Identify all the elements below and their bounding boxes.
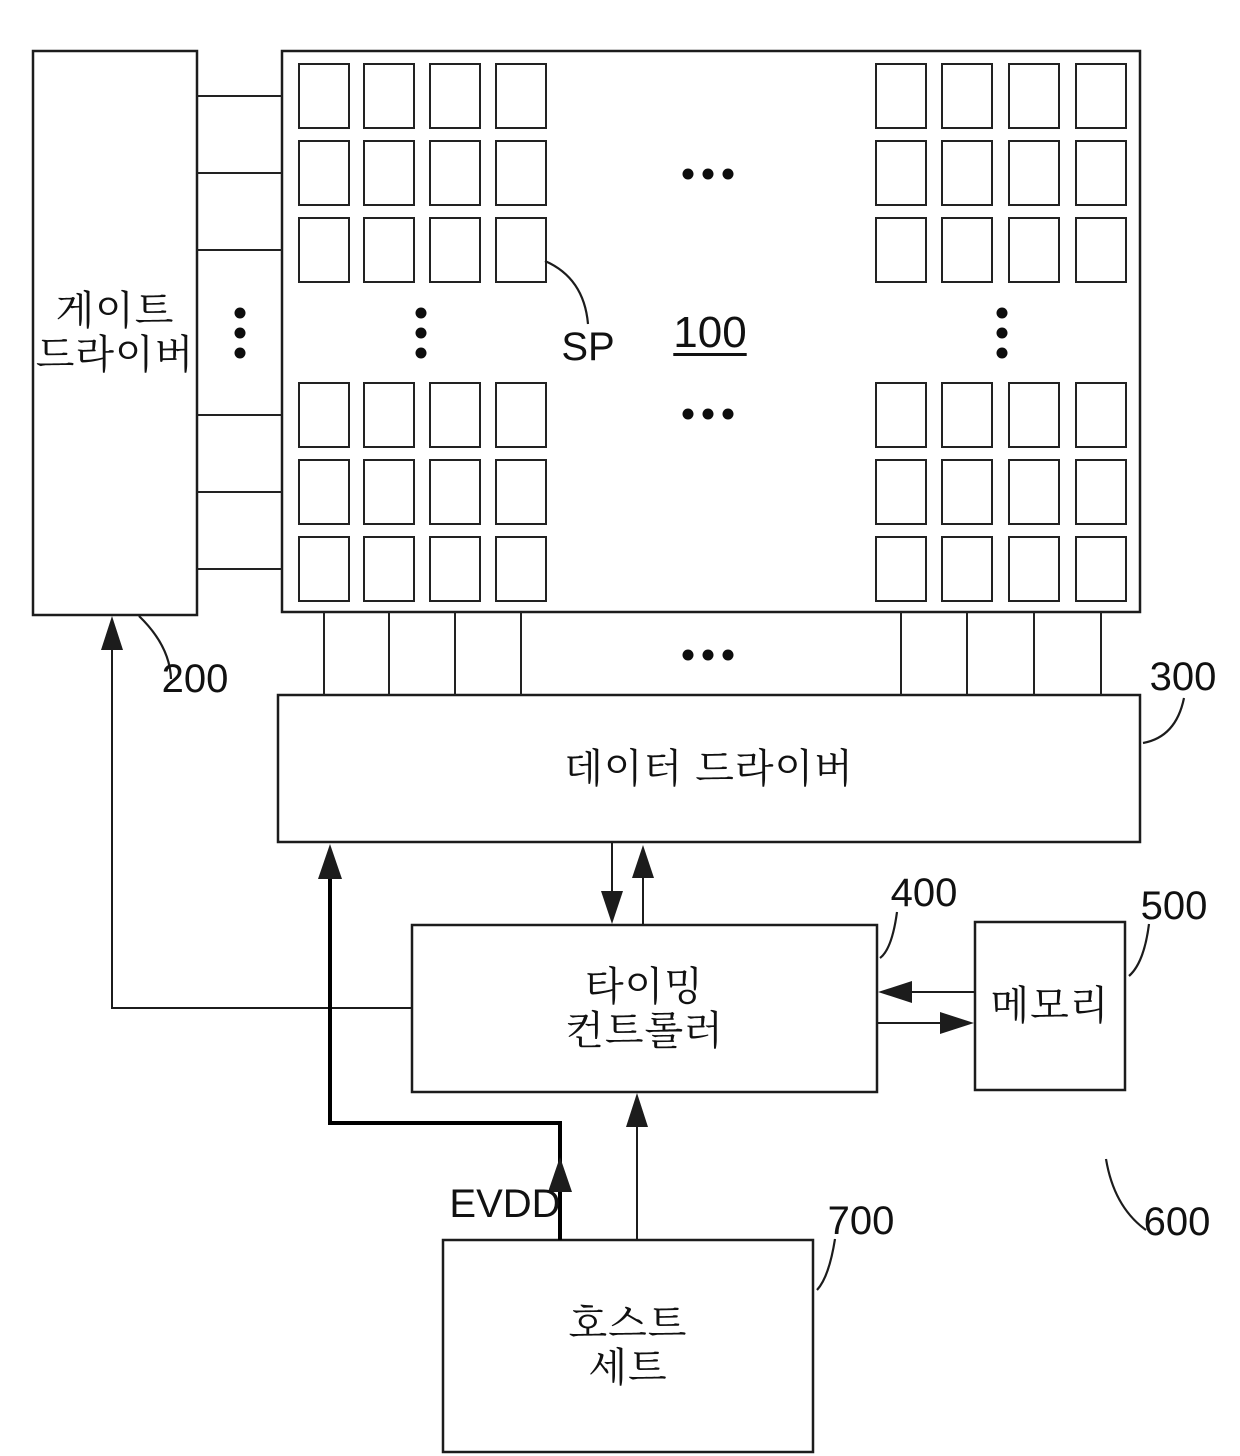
timing-controller-label-line1: 타이밍 <box>585 964 704 1009</box>
subpixel <box>430 460 480 524</box>
subpixel <box>942 141 992 205</box>
subpixel <box>430 64 480 128</box>
subpixel <box>364 218 414 282</box>
subpixel <box>1009 460 1059 524</box>
subpixel <box>1009 218 1059 282</box>
subpixel <box>1076 460 1126 524</box>
display-device-ref-label: 600 <box>1143 1200 1211 1244</box>
subpixel <box>1076 141 1126 205</box>
subpixel <box>299 218 349 282</box>
subpixel <box>1009 383 1059 447</box>
host-set-label <box>443 1240 813 1452</box>
horizontal-ellipsis-dot <box>723 409 734 420</box>
subpixel <box>1076 218 1126 282</box>
subpixel <box>496 383 546 447</box>
horizontal-ellipsis-dot <box>703 169 714 180</box>
gate-driver-ref-label: 200 <box>161 657 229 701</box>
vertical-ellipsis-dot <box>235 328 246 339</box>
vertical-ellipsis-dot <box>416 348 427 359</box>
subpixel <box>299 383 349 447</box>
host-set-label-line1: 호스트 <box>568 1302 688 1346</box>
evdd-signal-label: EVDD <box>449 1182 561 1226</box>
subpixel <box>942 64 992 128</box>
memory-label <box>975 922 1125 1090</box>
horizontal-ellipsis-dot <box>683 169 694 180</box>
vertical-ellipsis-dot <box>416 308 427 319</box>
subpixel <box>942 383 992 447</box>
data-driver-ref-label: 300 <box>1149 655 1217 699</box>
subpixel <box>430 383 480 447</box>
subpixel <box>942 218 992 282</box>
panel-ref-label: 100 <box>673 308 747 357</box>
tc-to-dd-arrowhead <box>632 845 654 878</box>
subpixel-ref-label: SP <box>561 325 615 369</box>
subpixel <box>364 64 414 128</box>
subpixel <box>876 460 926 524</box>
gate-driver-label-line2: 드라이버 <box>35 333 195 377</box>
subpixel <box>364 141 414 205</box>
vertical-ellipsis-dot <box>235 308 246 319</box>
vertical-ellipsis-dot <box>235 348 246 359</box>
subpixel <box>942 460 992 524</box>
subpixel <box>430 537 480 601</box>
ref-700-leader <box>817 1239 835 1290</box>
subpixel <box>876 537 926 601</box>
subpixel <box>496 141 546 205</box>
subpixel <box>876 141 926 205</box>
subpixel <box>1076 537 1126 601</box>
subpixel <box>1076 383 1126 447</box>
ref-400-leader <box>880 912 897 958</box>
vertical-ellipsis-dot <box>997 328 1008 339</box>
ref-500-leader <box>1129 924 1149 976</box>
vertical-ellipsis-dot <box>416 328 427 339</box>
vertical-ellipsis-dot <box>997 308 1008 319</box>
memory-to-tc-arrowhead <box>878 981 912 1003</box>
host-set-ref-label: 700 <box>827 1199 895 1243</box>
horizontal-ellipsis-dot <box>683 409 694 420</box>
subpixel <box>364 537 414 601</box>
gate-driver-label <box>33 51 197 615</box>
gate-driver-label-line1: 게이트 <box>55 289 175 333</box>
subpixel <box>299 537 349 601</box>
gate-control-arrowhead <box>101 616 123 650</box>
horizontal-ellipsis-dot <box>703 409 714 420</box>
host-set-label-line2: 세트 <box>588 1346 668 1390</box>
data-driver-label-text: 데이터 드라이버 <box>564 746 854 791</box>
subpixel <box>364 383 414 447</box>
memory-label-text: 메모리 <box>990 984 1110 1028</box>
horizontal-ellipsis-dot <box>723 650 734 661</box>
subpixel <box>496 460 546 524</box>
subpixel <box>299 64 349 128</box>
horizontal-ellipsis-dot <box>723 169 734 180</box>
timing-controller-label-line2: 컨트롤러 <box>565 1008 724 1053</box>
subpixel <box>1076 64 1126 128</box>
subpixel <box>1009 141 1059 205</box>
subpixel <box>496 64 546 128</box>
ref-300-leader <box>1143 698 1184 743</box>
horizontal-ellipsis-dot <box>683 650 694 661</box>
subpixel <box>299 141 349 205</box>
memory-ref-label: 500 <box>1140 884 1208 928</box>
timing-controller-label <box>412 925 877 1092</box>
subpixel <box>496 218 546 282</box>
subpixel <box>430 218 480 282</box>
dd-to-tc-arrowhead <box>601 891 623 924</box>
vertical-ellipsis-dot <box>997 348 1008 359</box>
data-driver-label <box>278 695 1140 842</box>
horizontal-ellipsis-dot <box>703 650 714 661</box>
subpixel <box>299 460 349 524</box>
host-to-tc-arrowhead <box>626 1093 648 1127</box>
subpixel <box>942 537 992 601</box>
subpixel <box>430 141 480 205</box>
subpixel <box>876 383 926 447</box>
subpixel <box>364 460 414 524</box>
timing-controller-ref-label: 400 <box>890 871 958 915</box>
subpixel <box>1009 64 1059 128</box>
subpixel <box>876 64 926 128</box>
tc-to-memory-arrowhead <box>940 1012 974 1034</box>
subpixel <box>1009 537 1059 601</box>
subpixel <box>496 537 546 601</box>
evdd-arrowhead-data-driver <box>318 844 342 879</box>
subpixel <box>876 218 926 282</box>
